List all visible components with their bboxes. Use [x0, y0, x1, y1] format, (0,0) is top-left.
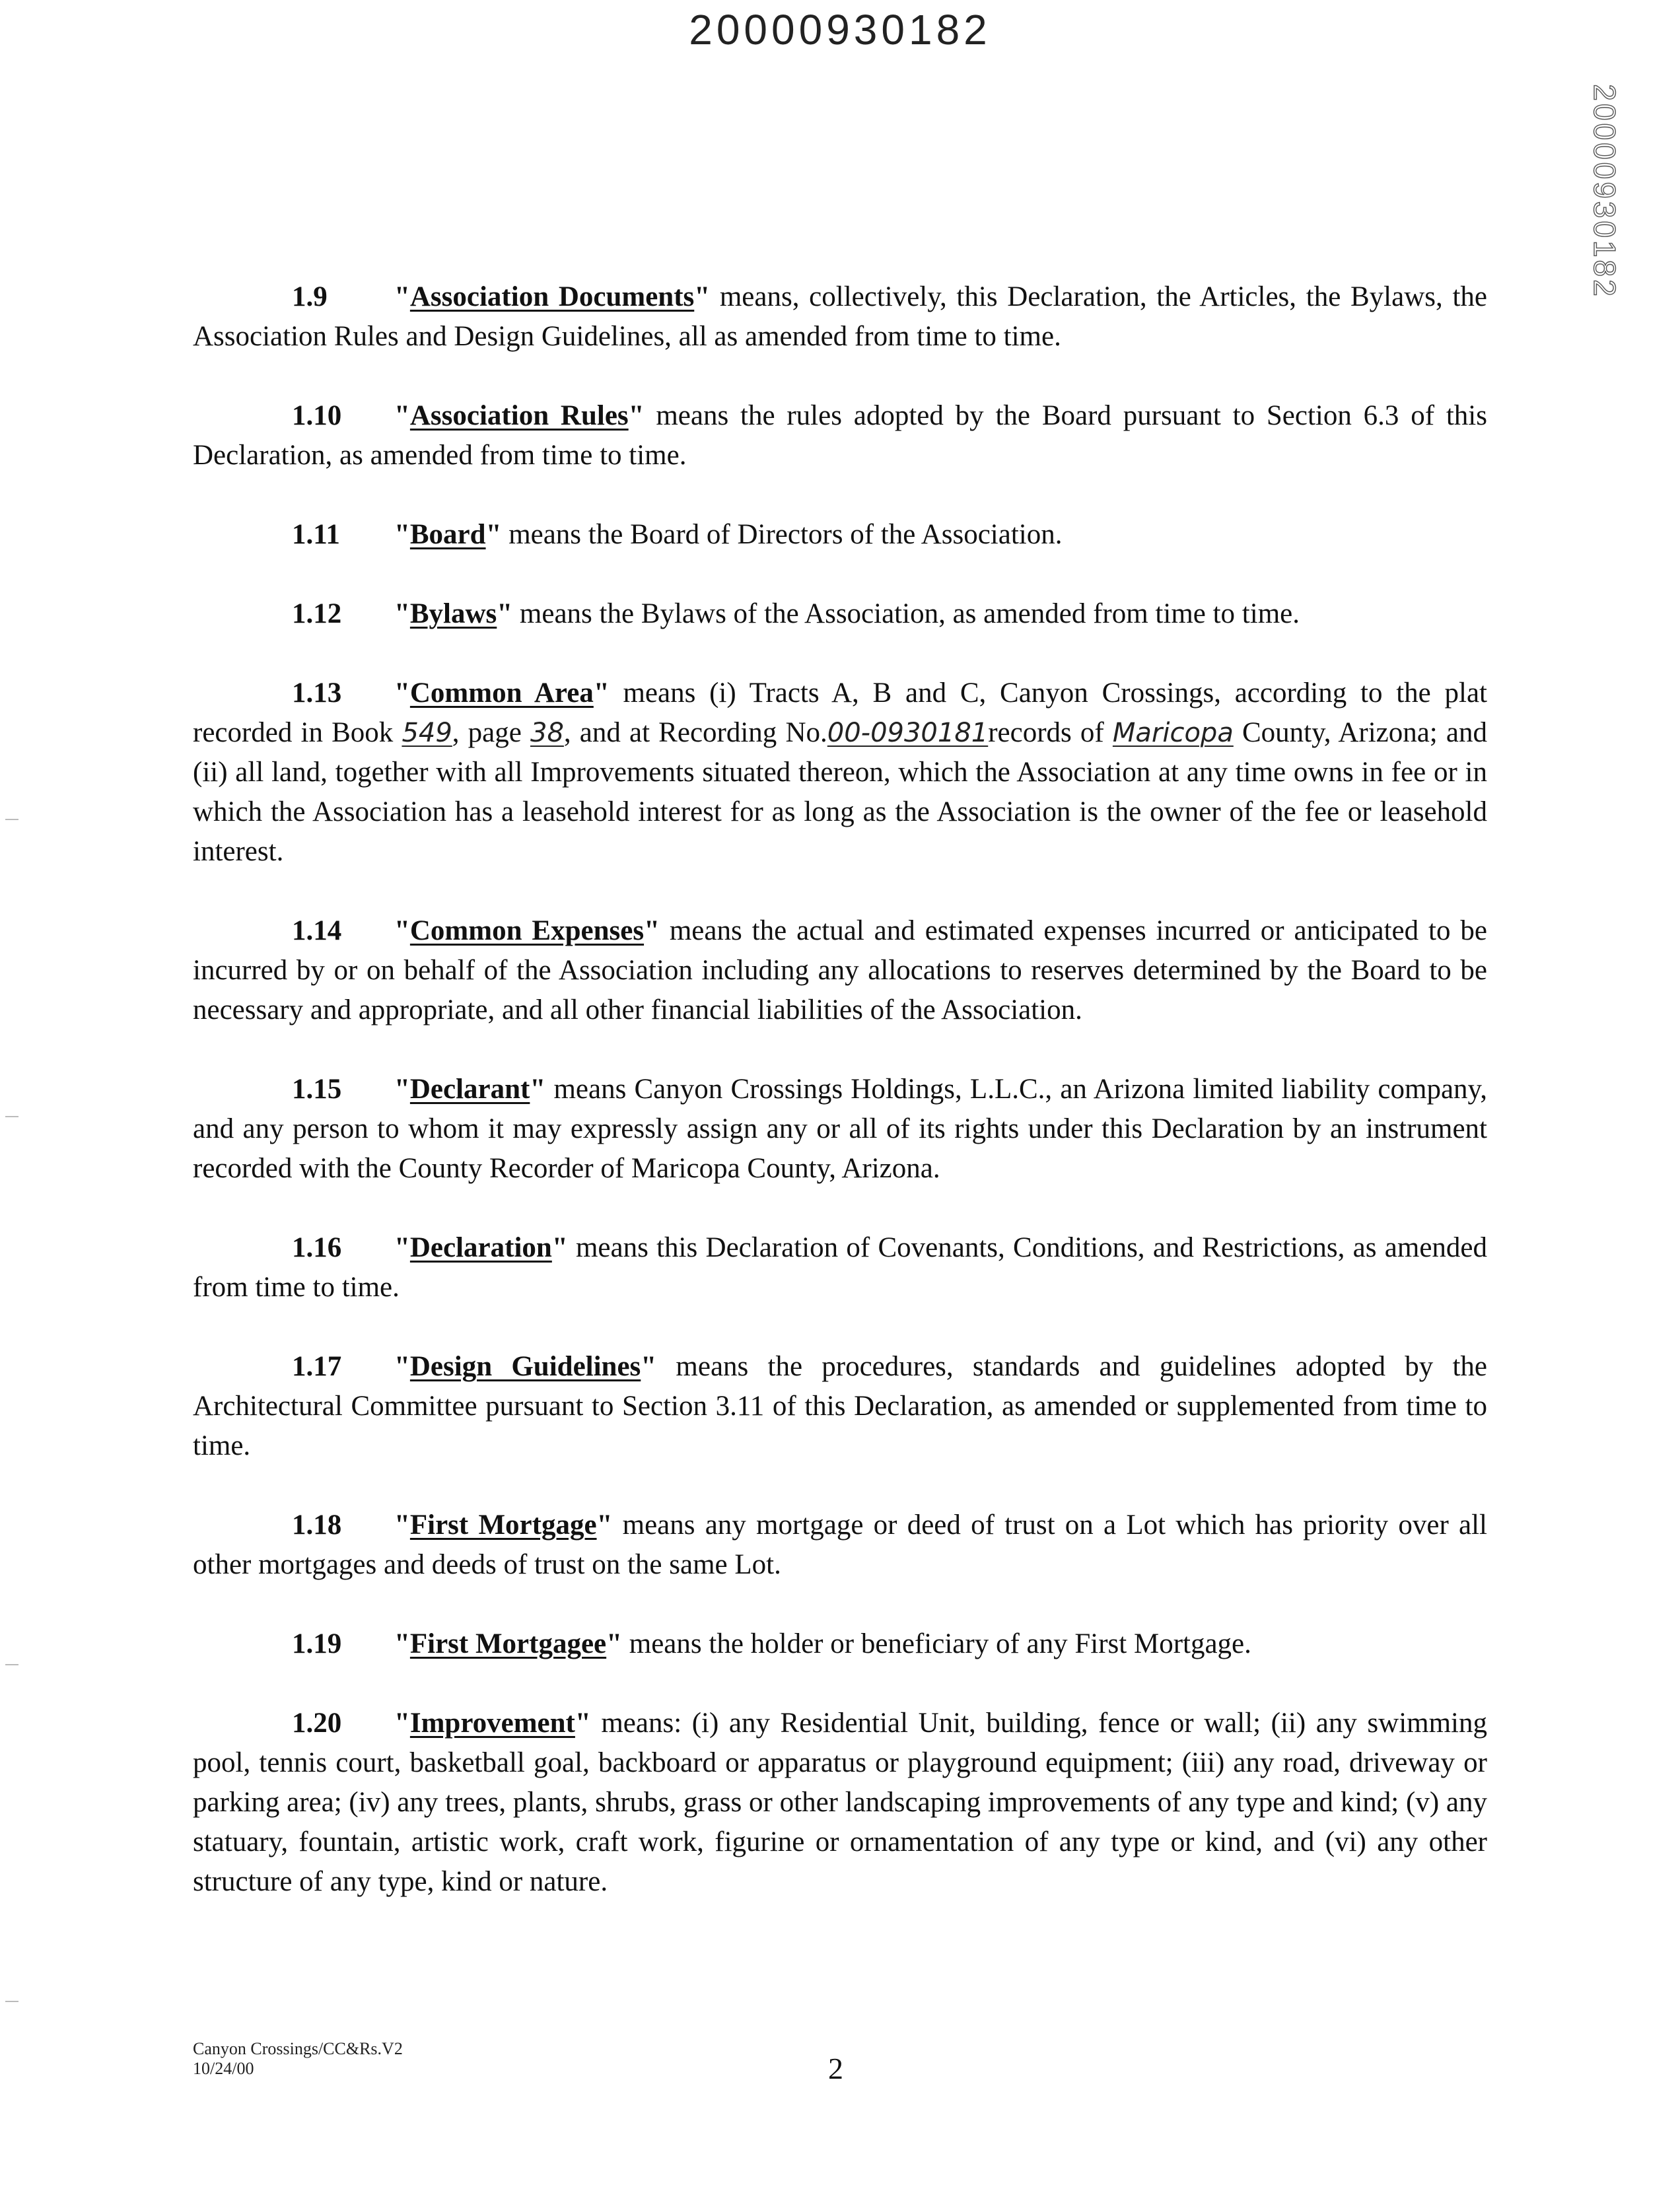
section-number: 1.19	[292, 1628, 342, 1659]
margin-mark	[5, 1116, 18, 1117]
section-number: 1.18	[292, 1510, 342, 1541]
definition-1-20: 1.20 "Improvement" means: (i) any Residential Unit, building, fence or wall; (ii) any swimming pool, tennis court, basketball goal, backboard or apparatus or playground equipment; (iii) any road, driveway or parking area; (iv) any trees, plants, shrubs, grass or other landscaping improvements of any type and kind; (v) any statuary, fountain, artistic work, craft work, figurine or ornamentation of any type or kind, and (vi) any other structure of any type, kind or nature.	[193, 1704, 1487, 1902]
definition-text: means (i) Tracts A, B and C, Canyon Crossings, according to the plat recorded in Book	[193, 677, 1487, 748]
definition-text: means any mortgage or deed of trust on a Lot which has priority over all other mortgages and deeds of trust on the same Lot.	[193, 1510, 1487, 1580]
page-number: 2	[828, 2052, 843, 2085]
definition-text: means, collectively, this Declaration, the Articles, the Bylaws, the Association Rules and Design Guidelines, all as amended from time to time.	[193, 281, 1487, 352]
definition-text: means this Declaration of Covenants, Conditions, and Restrictions, as amended from time to time.	[193, 1232, 1487, 1303]
section-number: 1.9	[292, 281, 328, 312]
handwritten-recording-number: 00-0930181	[827, 718, 989, 748]
section-number: 1.15	[292, 1074, 342, 1105]
definition-text: records of	[988, 717, 1113, 748]
recording-number-header: 20000930182	[689, 6, 991, 53]
section-number: 1.11	[292, 519, 340, 550]
definition-text: means the Bylaws of the Association, as amended from time to time.	[512, 598, 1300, 629]
margin-mark	[5, 1664, 18, 1665]
side-stamp-text: 20000930182	[1588, 84, 1622, 299]
defined-term: Common Expenses	[409, 915, 645, 946]
defined-term: Design Guidelines	[409, 1351, 641, 1382]
definition-text: means the Board of Directors of the Association.	[501, 519, 1063, 550]
defined-term: First Mortgage	[409, 1510, 597, 1541]
definition-1-16: 1.16 "Declaration" means this Declaration of Covenants, Conditions, and Restrictions, as amended from time to time.	[193, 1228, 1487, 1307]
definition-text: , page	[452, 717, 530, 748]
definition-text: means Canyon Crossings Holdings, L.L.C., an Arizona limited liability company, and any person to whom it may expressly assign any or all of its rights under this Declaration by an instrument recorded with the County Recorder of Maricopa County, Arizona.	[193, 1074, 1487, 1184]
document-footer	[193, 2039, 403, 2079]
defined-term: Common Area	[409, 677, 594, 709]
definition-1-10: 1.10 "Association Rules" means the rules adopted by the Board pursuant to Section 6.3 of this Declaration, as amended from time to time.	[193, 396, 1487, 475]
section-number: 1.17	[292, 1351, 342, 1382]
margin-mark	[5, 819, 18, 820]
footer-filename: Canyon Crossings/CC&Rs.V2	[193, 2039, 403, 2058]
definition-1-13: 1.13 "Common Area" means (i) Tracts A, B and C, Canyon Crossings, according to the plat recorded in Book 549, page 38, and at Recording No.00-0930181records of Maricopa County, Arizona; and (ii) all land, together with all Improvements situated thereon, which the Association at any time owns in fee or in which the Association has a leasehold interest for as long as the Association is the owner of the fee or leasehold interest.	[193, 674, 1487, 872]
handwritten-book-number: 549	[402, 718, 452, 748]
section-number: 1.13	[292, 677, 342, 709]
footer-date: 10/24/00	[193, 2059, 254, 2078]
definition-1-12: 1.12 "Bylaws" means the Bylaws of the Association, as amended from time to time.	[193, 594, 1487, 634]
definition-text: , and at Recording No.	[563, 717, 827, 748]
section-number: 1.14	[292, 915, 342, 946]
section-number: 1.12	[292, 598, 342, 629]
defined-term: Bylaws	[409, 598, 497, 629]
definition-text: means the rules adopted by the Board pursuant to Section 6.3 of this Declaration, as amended from time to time.	[193, 400, 1487, 471]
defined-term: Association Rules	[409, 400, 629, 431]
definition-1-19: 1.19 "First Mortgagee" means the holder or beneficiary of any First Mortgage.	[193, 1624, 1487, 1664]
margin-mark	[5, 2001, 18, 2002]
handwritten-county: Maricopa	[1112, 718, 1234, 748]
defined-term: Board	[409, 519, 486, 550]
definition-1-15: 1.15 "Declarant" means Canyon Crossings Holdings, L.L.C., an Arizona limited liability company, and any person to whom it may expressly assign any or all of its rights under this Declaration by an instrument recorded with the County Recorder of Maricopa County, Arizona.	[193, 1070, 1487, 1189]
definition-text: means the procedures, standards and guidelines adopted by the Architectural Committee pursuant to Section 3.11 of this Declaration, as amended or supplemented from time to time.	[193, 1351, 1487, 1461]
definition-1-18: 1.18 "First Mortgage" means any mortgage or deed of trust on a Lot which has priority over all other mortgages and deeds of trust on the same Lot.	[193, 1506, 1487, 1585]
defined-term: Improvement	[409, 1708, 575, 1739]
section-number: 1.10	[292, 400, 342, 431]
definition-text: means the actual and estimated expenses incurred or anticipated to be incurred by or on behalf of the Association including any allocations to reserves determined by the Board to be necessary and appropriate, and all other financial liabilities of the Association.	[193, 915, 1487, 1025]
definition-1-11: 1.11 "Board" means the Board of Directors of the Association.	[193, 515, 1487, 555]
section-number: 1.20	[292, 1708, 342, 1739]
definition-text: means: (i) any Residential Unit, building, fence or wall; (ii) any swimming pool, tennis court, basketball goal, backboard or apparatus or playground equipment; (iii) any road, driveway or parking area; (iv) any trees, plants, shrubs, grass or other landscaping improvements of any type and kind; (v) any statuary, fountain, artistic work, craft work, figurine or ornamentation of any type or kind, and (vi) any other structure of any type, kind or nature.	[193, 1708, 1487, 1897]
definition-1-14: 1.14 "Common Expenses" means the actual and estimated expenses incurred or anticipated to be incurred by or on behalf of the Association including any allocations to reserves determined by the Board to be necessary and appropriate, and all other financial liabilities of the Association.	[193, 911, 1487, 1030]
definition-1-9: 1.9 "Association Documents" means, collectively, this Declaration, the Articles, the Bylaws, the Association Rules and Design Guidelines, all as amended from time to time.	[193, 277, 1487, 357]
definitions-section	[193, 277, 1487, 1941]
definition-text: County, Arizona; and (ii) all land, together with all Improvements situated thereon, which the Association at any time owns in fee or in which the Association has a leasehold interest for as long as the Association is the owner of the fee or leasehold interest.	[193, 717, 1487, 867]
section-number: 1.16	[292, 1232, 342, 1263]
defined-term: Declaration	[409, 1232, 552, 1263]
defined-term: Declarant	[409, 1074, 530, 1105]
defined-term: Association Documents	[409, 281, 695, 312]
defined-term: First Mortgagee	[409, 1628, 607, 1659]
definition-1-17: 1.17 "Design Guidelines" means the procedures, standards and guidelines adopted by the Architectural Committee pursuant to Section 3.11 of this Declaration, as amended or supplemented from time to time.	[193, 1347, 1487, 1466]
definition-text: means the holder or beneficiary of any First Mortgage.	[622, 1628, 1251, 1659]
side-recording-stamp	[1578, 79, 1631, 304]
handwritten-page-number: 38	[530, 718, 564, 748]
